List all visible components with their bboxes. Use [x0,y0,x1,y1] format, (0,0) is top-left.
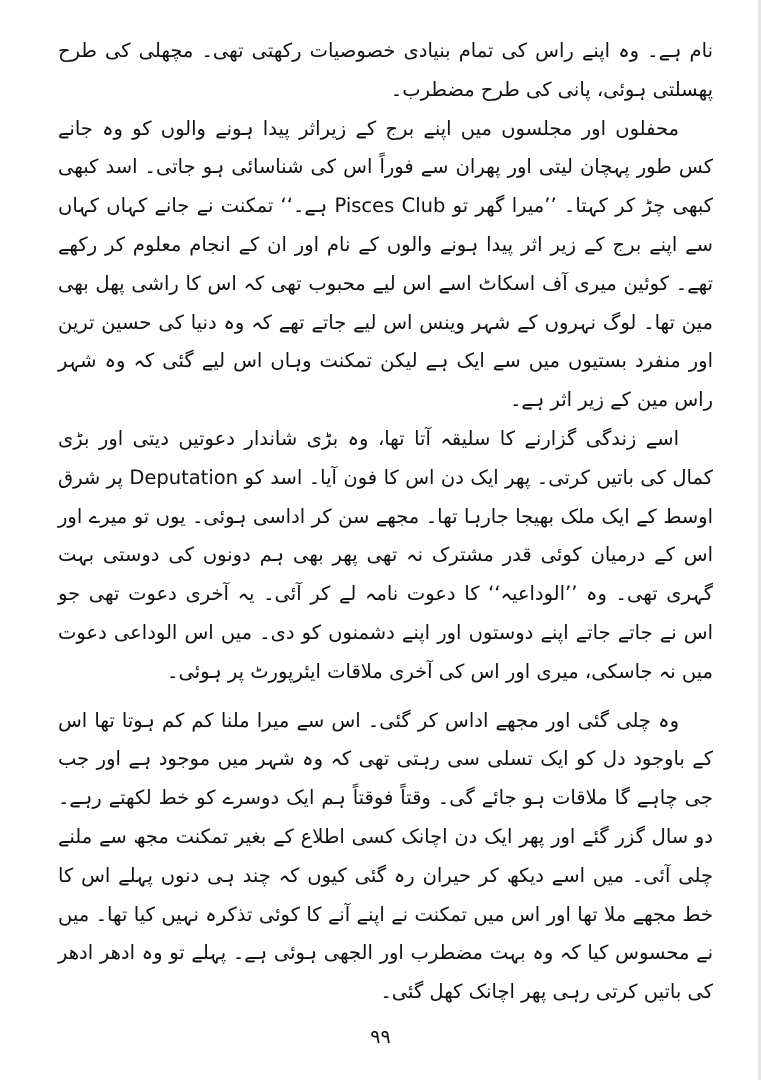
paragraph-3: اسے زندگی گزارنے کا سلیقہ آتا تھا، وہ بڑی شاندار دعوتیں دیتی اور بڑی کمال کی باتیں کرتی۔ پھر ایک دن اس کا فون آیا۔ اسد کو Deputation پر شرق اوسط کے ایک ملک بھیجا جارہا تھا۔ مجھے سن کر اداسی ہوئی۔ یوں تو میرے اور اس کے درمیان کوئی قدر مشترک نہ تھی پھر بھی ہم دونوں کی دوستی بہت گہری تھی۔ وہ ’’الوداعیہ‘‘ کا دعوت نامہ لے کر آئی۔ یہ آخری دعوت تھی جو اس نے جاتے جاتے اپنے دوستوں اور اپنے دشمنوں کو دی۔ میں اس الوداعی دعوت میں نہ جاسکی، میری اور اس کی آخری ملاقات ایئرپورٹ پر ہوئی۔ [58,426,714,683]
paragraph-4: وہ چلی گئی اور مجھے اداس کر گئی۔ اس سے میرا ملنا کم کم ہوتا تھا اس کے باوجود دل کو ایک تسلی سی رہتی تھی کہ وہ شہر میں موجود ہے اور جب جی چاہے گا ملاقات ہو جائے گی۔ وقتاً فوقتاً ہم ایک دوسرے کو خط لکھتے رہے۔ دو سال گزر گئے اور پھر ایک دن اچانک کسی اطلاع کے بغیر تمکنت مجھ سے ملنے چلی آئی۔ میں اسے دیکھ کر حیران رہ گئی کیوں کہ چند ہی دنوں پہلے اس کا خط مجھے ملا تھا اور اس میں تمکنت نے اپنے آنے کا کوئی تذکرہ نہیں کیا تھا۔ میں نے محسوس کیا کہ وہ بہت مضطرب اور الجھی ہوئی ہے۔ پہلے تو وہ ادھر ادھر کی باتیں کرتی رہی پھر اچانک کھل گئی۔ [58,708,713,1004]
paragraph-2: محفلوں اور مجلسوں میں اپنے برج کے زیراثر پیدا ہونے والوں کو وہ جانے کس طور پہچان لیتی اور پھران سے فوراً اس کی شناسائی ہو جاتی۔ اسد کبھی کبھی چڑ کر کہتا۔ ’’میرا گھر تو Pisces Club ہے۔‘‘ تمکنت نے جانے کہاں کہاں سے اپنے برج کے زیر اثر پیدا ہونے والوں کے نام اور ان کے انجام معلوم کر رکھے تھے۔ کوئین میری آف اسکاٹ اسے اس لیے محبوب تھی کہ اس کا راشی پھل بھی مین تھا۔ لوگ نہروں کے شہر وینس اس لیے جاتے تھے کہ وہ دنیا کی حسین ترین اور منفرد بستیوں میں سے ایک ہے لیکن تمکنت وہاں اس لیے گئی کہ وہ شہر راس مین کے زیر اثر ہے۔ [58,116,713,412]
paragraph-1: نام ہے۔ وہ اپنے راس کی تمام بنیادی خصوصیات رکھتی تھی۔ مچھلی کی طرح پھسلتی ہوئی، پانی کی طرح مضطرب۔ [58,39,713,101]
page-number: ۹۹ [370,1026,391,1048]
body-text [58,32,713,1012]
